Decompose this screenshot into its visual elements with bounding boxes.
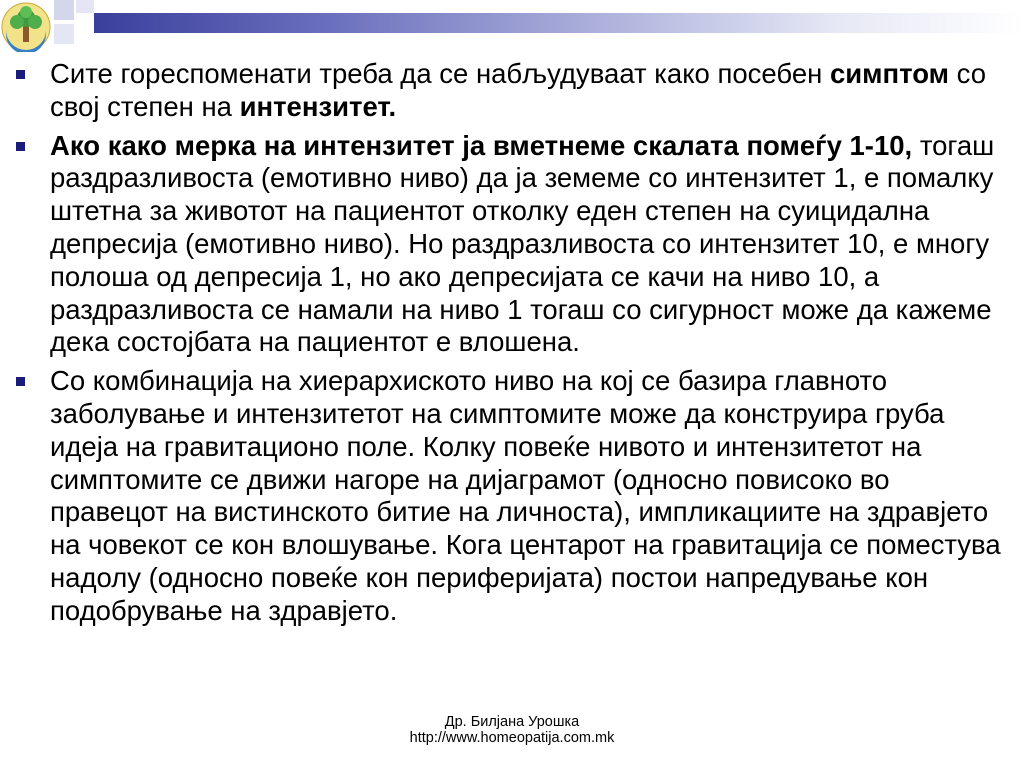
square-bullet-icon (16, 70, 25, 79)
slide-content (16, 58, 1012, 634)
bullet-text: Сите гореспоменати треба да се набљудуваат како посебен (50, 58, 830, 89)
bullet-text-bold: интензитет. (239, 90, 397, 122)
square-bullet-icon (16, 377, 25, 386)
bullet-text-bold: Ако како мерка на интензитет ја вметнеме скалата помеѓу 1-10, (50, 129, 913, 161)
bullet-item (16, 130, 1012, 360)
bullet-text-bold: симптом (829, 58, 949, 89)
footer-url: http://www.homeopatija.com.mk (409, 730, 615, 746)
decorative-squares (54, 0, 94, 46)
tree-logo-icon (0, 0, 52, 52)
footer-author: Др. Билјана Урошка (444, 714, 580, 730)
bullet-item (16, 58, 1012, 124)
title-gradient-bar (94, 13, 1024, 33)
bullet-text: со свој степен на (50, 58, 986, 122)
bullet-text: тогаш раздразливоста (емотивно ниво) да ја земеме со интензитет 1, е помалку штетна за животот на пациентот отколку еден степен на суицидална депресија (емотивно ниво). Но раздразливоста со интензитет 10, е многу полоша од депресија 1, но ако депресијата се качи на ниво 10, а раздразливоста се намали на ниво 1 тогаш со сигурност може да кажеме дека состојбата на пациентот е влошена. (50, 129, 995, 358)
bullet-text: Со комбинација на хиерархиското ниво на кој се базира главното заболување и интензитетот на симптомите може да конструира груба идеја на гравитационо поле. Колку повеќе нивото и интензитетот на симптомите се движи нагоре на дијаграмот (односно повисоко во правецот на вистинското битие на личноста), импликациите на здравјето на човекот се кон влошување. Кога центарот на гравитација се поместува надолу (односно повеќе кон периферијата) постои напредување кон подобрување на здравјето. (50, 365, 1001, 626)
bullet-list (16, 58, 1012, 628)
bullet-item (16, 365, 1012, 627)
square-bullet-icon (16, 142, 25, 151)
